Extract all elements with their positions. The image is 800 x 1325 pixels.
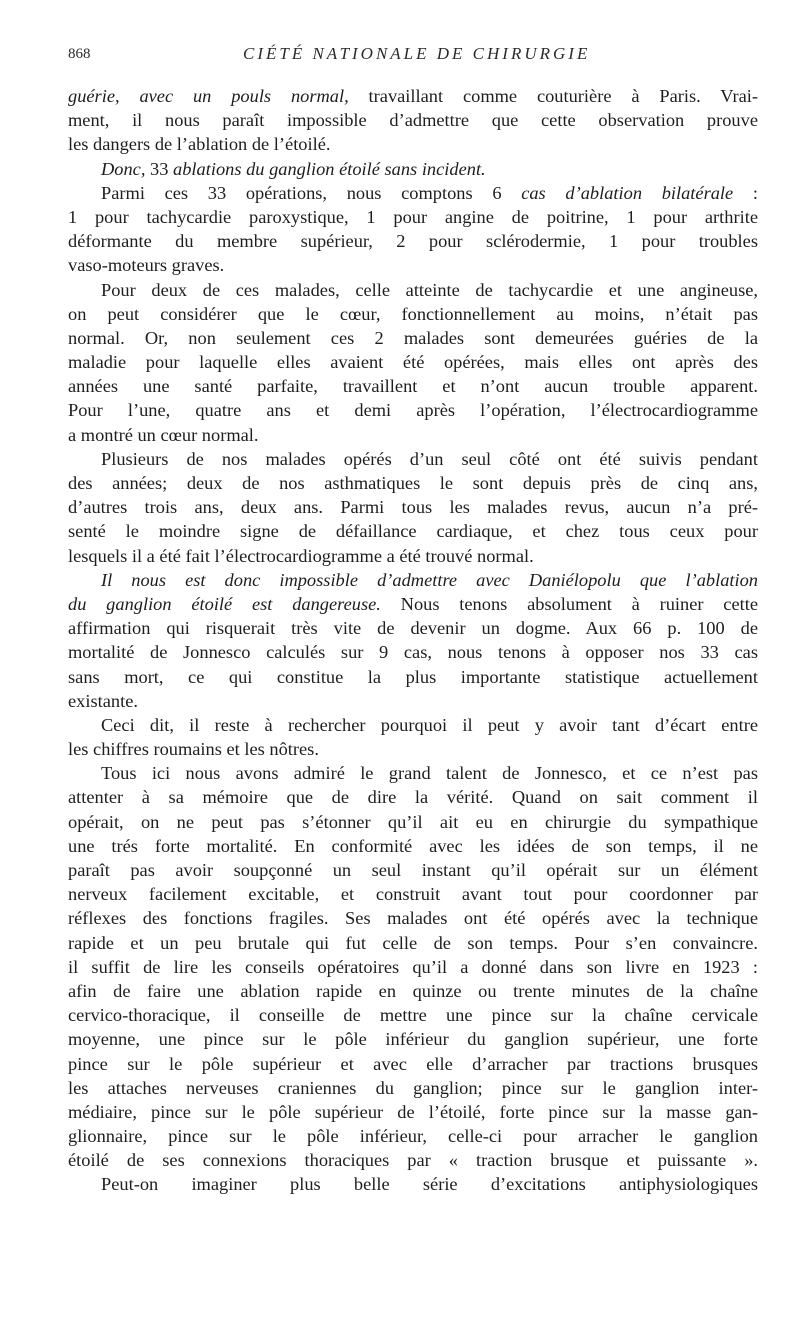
body-text [68,84,758,1197]
text-segment: d’autres trois ans, deux ans. Parmi tous les malades revus, aucun n’a pré- [68,497,758,518]
text-line [68,689,758,713]
text-segment: Peut-on imaginer plus belle série d’excitations antiphysiologiques [101,1174,758,1195]
text-segment: il suffit de lire les conseils opératoires qu’il a donné dans son livre en 1923 : [68,956,758,977]
text-line [68,326,758,350]
text-segment: les dangers de l’ablation de l’étoilé. [68,134,331,155]
text-line [68,1100,758,1124]
italic-text-segment: Il nous est donc impossible d’admettre avec Daniélopolu que l’ablation [101,569,758,590]
text-segment: cervico-thoracique, il conseille de mettre une pince sur la chaîne cervicale [68,1005,758,1026]
text-segment: opérait, on ne peut pas s’étonner qu’il ait eu en chirurgie du sympathique [68,811,758,832]
text-segment: 1 pour tachycardie paroxystique, 1 pour angine de poitrine, 1 pour arthrite [68,206,758,227]
text-line [68,1172,758,1196]
text-segment: Tous ici nous avons admiré le grand talent de Jonnesco, et ce n’est pas [101,763,758,784]
text-line [68,278,758,302]
text-line [68,665,758,689]
text-line [68,1076,758,1100]
text-line [68,544,758,568]
text-segment: vaso-moteurs graves. [68,255,225,276]
text-line [68,616,758,640]
text-line [68,229,758,253]
text-line [68,423,758,447]
text-line [68,495,758,519]
text-line [68,1148,758,1172]
text-line [68,1003,758,1027]
text-line [68,108,758,132]
text-segment: nerveux facilement excitable, et construit avant tout pour coordonner par [68,884,758,905]
text-segment: 33 [145,158,174,179]
text-line [68,398,758,422]
text-segment: ment, il nous paraît impossible d’admettre que cette observation prouve [68,110,758,131]
text-segment: moyenne, une pince sur le pôle inférieur du ganglion supérieur, une forte [68,1029,758,1050]
text-line [68,84,758,108]
italic-text-segment: Donc, [101,158,146,179]
text-line [68,955,758,979]
text-segment: les chiffres roumains et les nôtres. [68,739,319,760]
text-line [68,447,758,471]
text-line [68,205,758,229]
page-header [68,44,758,70]
text-line [68,882,758,906]
text-segment: sans mort, ce qui constitue la plus importante statistique actuellement [68,666,758,687]
text-segment: pince sur le pôle supérieur et avec elle d’arracher par tractions brusques [68,1053,758,1074]
text-segment: on peut considérer que le cœur, fonctionnellement au moins, n’était pas [68,303,758,324]
text-line [68,181,758,205]
text-segment: des années; deux de nos asthmatiques le sont depuis près de cinq ans, [68,473,758,493]
text-line [68,761,758,785]
text-segment: Nous tenons absolument à ruiner cette [380,593,758,614]
page-number: 868 [68,46,91,62]
text-line [68,858,758,882]
text-segment: Pour l’une, quatre ans et demi après l’opération, l’électrocardiogramme [68,400,758,421]
text-line [68,253,758,277]
text-segment: rapide et un peu brutale qui fut celle de son temps. Pour s’en convaincre. [68,932,758,953]
text-line [68,1027,758,1051]
italic-text-segment: guérie, avec un pouls normal, [68,86,349,106]
text-segment: Ceci dit, il reste à rechercher pourquoi il peut y avoir tant d’écart entre [101,714,758,735]
text-segment: normal. Or, non seulement ces 2 malades sont demeurées guéries de la [68,327,758,348]
text-segment: paraît pas avoir soupçonné un seul instant qu’il opérait sur un élément [68,860,758,880]
text-line [68,1124,758,1148]
text-segment: afin de faire une ablation rapide en quinze ou trente minutes de la chaîne [68,980,758,1001]
text-line [68,1052,758,1076]
text-line [68,302,758,326]
text-segment: les attaches nerveuses craniennes du ganglion; pince sur le ganglion inter- [68,1077,758,1098]
text-segment: réflexes des fonctions fragiles. Ses malades ont été opérés avec la technique [68,908,758,929]
text-line [68,834,758,858]
text-segment: Parmi ces 33 opérations, nous comptons 6 [101,182,522,203]
text-line [68,519,758,543]
text-line [68,785,758,809]
text-segment: glionnaire, pince sur le pôle inférieur, celle-ci pour arracher le ganglion [68,1126,758,1147]
italic-text-segment: ablations du ganglion étoilé sans incident. [173,158,486,179]
text-line [68,931,758,955]
text-segment: mortalité de Jonnesco calculés sur 9 cas, nous tenons à opposer nos 33 cas [68,642,758,663]
text-line [68,471,758,495]
text-segment: affirmation qui risquerait très vite de devenir un dogme. Aux 66 p. 100 de [68,618,758,639]
text-segment: travaillant comme couturière à Paris. Vrai- [348,86,758,106]
text-line [68,737,758,761]
text-segment: Pour deux de ces malades, celle atteinte de tachycardie et une angineuse, [101,279,758,300]
text-segment: : [733,182,758,203]
italic-text-segment: cas d’ablation bilatérale [521,182,734,203]
text-segment: lesquels il a été fait l’électrocardiogramme a été trouvé normal. [68,545,534,566]
text-line [68,979,758,1003]
text-segment: a montré un cœur normal. [68,424,259,445]
text-segment: Plusieurs de nos malades opérés d’un seul côté ont été suivis pendant [101,448,758,469]
text-segment: existante. [68,690,138,711]
text-line [68,568,758,592]
text-line [68,640,758,664]
text-segment: une trés forte mortalité. En conformité avec les idées de son temps, il ne [68,835,758,856]
text-line [68,810,758,834]
text-line [68,906,758,930]
text-segment: années une santé parfaite, travaillent et n’ont aucun trouble apparent. [68,376,758,397]
text-segment: médiaire, pince sur le pôle supérieur de l’étoilé, forte pince sur la masse gan- [68,1101,758,1122]
text-segment: senté le moindre signe de défaillance cardiaque, et chez tous ceux pour [68,521,758,542]
text-line [68,157,758,181]
text-segment: attenter à sa mémoire que de dire la vérité. Quand on sait comment il [68,787,758,808]
text-line [68,374,758,398]
text-line [68,592,758,616]
text-line [68,713,758,737]
text-segment: maladie pour laquelle elles avaient été opérées, mais elles ont après des [68,352,758,373]
text-line [68,350,758,374]
running-head: CIÉTÉ NATIONALE DE CHIRURGIE [243,44,591,63]
italic-text-segment: du ganglion étoilé est dangereuse. [68,593,381,614]
text-line [68,132,758,156]
text-segment: déformante du membre supérieur, 2 pour sclérodermie, 1 pour troubles [68,231,758,252]
text-segment: étoilé de ses connexions thoraciques par « traction brusque et puissante ». [68,1150,758,1171]
